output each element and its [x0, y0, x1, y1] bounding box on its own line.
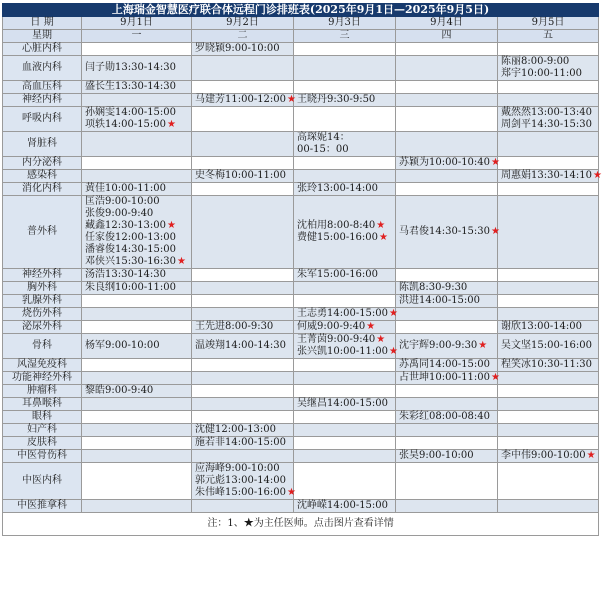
schedule-cell[interactable]: [294, 196, 396, 269]
schedule-cell: [82, 295, 192, 308]
schedule-cell: [294, 295, 396, 308]
schedule-cell: [192, 359, 294, 372]
schedule-cell[interactable]: [294, 321, 396, 334]
schedule-cell: [192, 157, 294, 170]
schedule-cell[interactable]: [294, 398, 396, 411]
date-cell: 9月2日: [192, 17, 294, 30]
schedule-cell: [294, 107, 396, 132]
schedule-cell: [82, 359, 192, 372]
doctor-entry[interactable]: 张俊9:00-9:40: [85, 208, 154, 219]
schedule-cell: [498, 81, 599, 94]
department-cell: 消化内科: [3, 183, 82, 196]
date-cell: 9月5日: [498, 17, 599, 30]
schedule-cell: [192, 269, 294, 282]
schedule-cell: [498, 295, 599, 308]
doctor-entry[interactable]: 朱良纲10:00-11:00: [85, 282, 177, 293]
weekday-cell: 三: [294, 30, 396, 43]
schedule-row: [3, 107, 599, 132]
doctor-entry[interactable]: 藏鑫12:30-13:00★: [85, 220, 176, 231]
doctor-entry[interactable]: 闫子勋13:30-14:30: [85, 62, 177, 73]
doctor-entry[interactable]: 陈丽8:00-9:00: [501, 56, 570, 67]
schedule-cell: [192, 385, 294, 398]
schedule-cell: [192, 183, 294, 196]
schedule-cell[interactable]: [192, 334, 294, 359]
schedule-cell[interactable]: [82, 196, 192, 269]
doctor-entry[interactable]: 盛长生13:30-14:30: [85, 81, 177, 92]
department-cell: 内分泌科: [3, 157, 82, 170]
schedule-cell: [82, 437, 192, 450]
schedule-cell: [192, 450, 294, 463]
schedule-cell: [396, 308, 498, 321]
schedule-cell: [192, 282, 294, 295]
doctor-entry[interactable]: 沈宇辉9:00-9:30★: [399, 340, 488, 351]
schedule-row: [3, 157, 599, 170]
schedule-cell[interactable]: [192, 424, 294, 437]
schedule-cell: [396, 107, 498, 132]
schedule-cell: [294, 437, 396, 450]
schedule-cell: [192, 372, 294, 385]
schedule-row: [3, 372, 599, 385]
schedule-cell[interactable]: [498, 107, 599, 132]
chief-physician-star-icon: ★: [491, 226, 500, 237]
schedule-cell[interactable]: [396, 157, 498, 170]
chief-physician-star-icon: ★: [366, 321, 376, 332]
schedule-cell: [82, 132, 192, 157]
doctor-entry[interactable]: 朱伟峰15:00-16:00★: [195, 487, 296, 498]
chief-physician-star-icon: ★: [593, 170, 602, 181]
schedule-row: [3, 94, 599, 107]
schedule-cell: [396, 424, 498, 437]
department-cell: 血液内科: [3, 56, 82, 81]
schedule-cell[interactable]: [192, 463, 294, 500]
schedule-cell[interactable]: [396, 372, 498, 385]
weekday-cell: 五: [498, 30, 599, 43]
date-cell: 9月4日: [396, 17, 498, 30]
schedule-cell: [396, 132, 498, 157]
doctor-entry[interactable]: 王菁茵9:00-9:40★: [297, 334, 386, 345]
doctor-entry[interactable]: 施若非14:00-15:00: [195, 437, 287, 448]
department-cell: 耳鼻喉科: [3, 398, 82, 411]
schedule-cell: [294, 81, 396, 94]
schedule-cell[interactable]: [294, 94, 396, 107]
doctor-entry[interactable]: 李中伟9:00-10:00★: [501, 450, 596, 461]
department-cell: 中医推拿科: [3, 500, 82, 513]
doctor-entry[interactable]: 费健15:00-16:00★: [297, 232, 388, 243]
schedule-cell: [396, 269, 498, 282]
schedule-cell[interactable]: [82, 334, 192, 359]
doctor-entry[interactable]: 郭元彪13:00-14:00: [195, 475, 287, 486]
schedule-cell[interactable]: [192, 437, 294, 450]
doctor-entry[interactable]: 史冬梅10:00-11:00: [195, 170, 287, 181]
schedule-cell[interactable]: [192, 94, 294, 107]
schedule-cell: [498, 424, 599, 437]
weekday-label: 星期: [3, 30, 82, 43]
schedule-row: [3, 385, 599, 398]
doctor-entry[interactable]: 罗晓颖9:00-10:00: [195, 43, 280, 54]
schedule-cell: [498, 282, 599, 295]
chief-physician-star-icon: ★: [491, 157, 500, 168]
schedule-cell[interactable]: [396, 450, 498, 463]
schedule-row: [3, 334, 599, 359]
doctor-entry[interactable]: 马君俊14:30-15:30★: [399, 226, 500, 237]
department-cell: 眼科: [3, 411, 82, 424]
schedule-cell: [82, 157, 192, 170]
schedule-cell: [396, 321, 498, 334]
schedule-row: [3, 450, 599, 463]
doctor-entry[interactable]: 苏颖为10:00-10:40★: [399, 157, 500, 168]
schedule-cell: [82, 463, 192, 500]
doctor-entry[interactable]: 沈柏用8:00-8:40★: [297, 220, 386, 231]
schedule-cell: [294, 424, 396, 437]
doctor-entry[interactable]: 程笑冰10:30-11:30: [501, 359, 593, 370]
chief-physician-star-icon: ★: [379, 232, 388, 243]
doctor-entry[interactable]: 苏禹同14:00-15:00: [399, 359, 491, 370]
department-cell: 乳腺外科: [3, 295, 82, 308]
doctor-entry[interactable]: 吴继昌14:00-15:00: [297, 398, 389, 409]
schedule-cell[interactable]: [396, 411, 498, 424]
schedule-cell: [498, 132, 599, 157]
schedule-cell: [192, 295, 294, 308]
department-cell: 感染科: [3, 170, 82, 183]
date-row: [3, 17, 599, 30]
doctor-entry[interactable]: 沈峥嵘14:00-15:00: [297, 500, 389, 511]
department-cell: 骨科: [3, 334, 82, 359]
department-cell: 中医骨伤科: [3, 450, 82, 463]
schedule-cell: [294, 170, 396, 183]
schedule-cell: [82, 94, 192, 107]
doctor-entry[interactable]: 周惠娟13:30-14:10★: [501, 170, 602, 181]
schedule-cell: [294, 463, 396, 500]
chief-physician-star-icon: ★: [376, 220, 386, 231]
doctor-entry[interactable]: 洪进14:00-15:00: [399, 295, 481, 306]
doctor-entry[interactable]: 高琛妮14：00-15：00: [297, 132, 350, 155]
weekday-cell: 一: [82, 30, 192, 43]
schedule-row: [3, 463, 599, 500]
doctor-entry[interactable]: 项轶14:00-15:00★: [85, 119, 176, 130]
schedule-cell: [82, 308, 192, 321]
schedule-row: [3, 81, 599, 94]
chief-physician-star-icon: ★: [177, 256, 186, 267]
doctor-entry[interactable]: 潘睿俊14:30-15:00: [85, 244, 177, 255]
weekday-cell: 四: [396, 30, 498, 43]
doctor-entry[interactable]: 周剑平14:30-15:30: [501, 119, 593, 130]
department-cell: 神经外科: [3, 269, 82, 282]
schedule-cell[interactable]: [192, 170, 294, 183]
schedule-cell[interactable]: [396, 282, 498, 295]
schedule-row: [3, 196, 599, 269]
date-label: 日 期: [3, 17, 82, 30]
schedule-cell: [396, 183, 498, 196]
department-cell: 烧伤外科: [3, 308, 82, 321]
doctor-entry[interactable]: 应海峰9:00-10:00: [195, 463, 280, 474]
schedule-cell[interactable]: [192, 321, 294, 334]
department-cell: 中医内科: [3, 463, 82, 500]
weekday-row: [3, 30, 599, 43]
doctor-entry[interactable]: 王晓丹9:30-9:50: [297, 94, 376, 105]
schedule-cell: [498, 385, 599, 398]
schedule-cell: [192, 196, 294, 269]
schedule-row: [3, 424, 599, 437]
schedule-cell[interactable]: [498, 450, 599, 463]
schedule-row: [3, 500, 599, 513]
schedule-cell: [192, 132, 294, 157]
schedule-cell[interactable]: [294, 183, 396, 196]
doctor-entry[interactable]: 王志勇14:00-15:00★: [297, 308, 398, 319]
schedule-cell: [294, 385, 396, 398]
schedule-cell: [82, 170, 192, 183]
schedule-cell[interactable]: [192, 43, 294, 56]
doctor-entry[interactable]: 王先进8:00-9:30: [195, 321, 274, 332]
doctor-entry[interactable]: 郑宇10:00-11:00: [501, 68, 583, 79]
schedule-cell: [294, 56, 396, 81]
schedule-cell: [294, 359, 396, 372]
schedule-cell: [498, 183, 599, 196]
department-cell: 肿瘤科: [3, 385, 82, 398]
schedule-row: [3, 282, 599, 295]
schedule-row: [3, 308, 599, 321]
chief-physician-star-icon: ★: [389, 346, 398, 357]
schedule-cell: [294, 450, 396, 463]
schedule-cell: [396, 500, 498, 513]
doctor-entry[interactable]: 孙娴雯14:00-15:00: [85, 107, 177, 118]
chief-physician-star-icon: ★: [586, 450, 596, 461]
schedule-cell[interactable]: [294, 308, 396, 321]
schedule-cell: [192, 308, 294, 321]
schedule-cell: [192, 500, 294, 513]
schedule-cell[interactable]: [396, 359, 498, 372]
department-cell: 胸外科: [3, 282, 82, 295]
chief-physician-star-icon: ★: [167, 220, 176, 231]
schedule-cell: [294, 43, 396, 56]
doctor-entry[interactable]: 任家俊12:00-13:00: [85, 232, 177, 243]
schedule-cell: [192, 56, 294, 81]
doctor-entry[interactable]: 占世坤10:00-11:00★: [399, 372, 500, 383]
schedule-cell[interactable]: [396, 334, 498, 359]
schedule-cell: [498, 43, 599, 56]
doctor-entry[interactable]: 杨军9:00-10:00: [85, 340, 160, 351]
schedule-cell: [82, 321, 192, 334]
schedule-cell: [396, 437, 498, 450]
schedule-cell: [396, 81, 498, 94]
schedule-cell: [498, 308, 599, 321]
schedule-cell[interactable]: [294, 500, 396, 513]
department-cell: 心脏内科: [3, 43, 82, 56]
schedule-row: [3, 437, 599, 450]
schedule-cell: [498, 398, 599, 411]
department-cell: 高血压科: [3, 81, 82, 94]
schedule-cell: [82, 43, 192, 56]
schedule-sheet[interactable]: [2, 3, 602, 593]
chief-physician-star-icon: ★: [491, 372, 500, 383]
schedule-cell[interactable]: [82, 56, 192, 81]
schedule-row: [3, 132, 599, 157]
schedule-cell: [294, 411, 396, 424]
doctor-entry[interactable]: 何威9:00-9:40★: [297, 321, 376, 332]
weekday-cell: 二: [192, 30, 294, 43]
doctor-entry[interactable]: 张玲13:00-14:00: [297, 183, 379, 194]
schedule-cell: [396, 170, 498, 183]
schedule-cell: [396, 94, 498, 107]
schedule-cell: [82, 500, 192, 513]
schedule-cell[interactable]: [498, 359, 599, 372]
schedule-cell[interactable]: [82, 107, 192, 132]
date-cell: 9月1日: [82, 17, 192, 30]
department-cell: 神经内科: [3, 94, 82, 107]
doctor-entry[interactable]: 马建芳11:00-12:00★: [195, 94, 296, 105]
schedule-row: [3, 398, 599, 411]
doctor-entry[interactable]: 戴然然13:00-13:40: [501, 107, 593, 118]
department-cell: 泌尿外科: [3, 321, 82, 334]
schedule-cell[interactable]: [498, 56, 599, 81]
schedule-cell: [82, 372, 192, 385]
chief-physician-star-icon: ★: [167, 119, 176, 130]
schedule-cell[interactable]: [82, 282, 192, 295]
doctor-entry[interactable]: 谢欣13:00-14:00: [501, 321, 583, 332]
doctor-entry[interactable]: 黄佳10:00-11:00: [85, 183, 167, 194]
schedule-cell: [396, 398, 498, 411]
schedule-cell: [498, 269, 599, 282]
doctor-entry[interactable]: 温竣翔14:00-14:30: [195, 340, 287, 351]
schedule-cell: [498, 372, 599, 385]
doctor-entry[interactable]: 黎皓9:00-9:40: [85, 385, 154, 396]
date-cell: 9月3日: [294, 17, 396, 30]
department-cell: 普外科: [3, 196, 82, 269]
department-cell: 风湿免疫科: [3, 359, 82, 372]
chief-physician-star-icon: ★: [376, 334, 386, 345]
doctor-entry[interactable]: 吴文坚15:00-16:00: [501, 340, 593, 351]
department-cell: 功能神经外科: [3, 372, 82, 385]
schedule-cell: [192, 411, 294, 424]
department-cell: 妇产科: [3, 424, 82, 437]
schedule-row: [3, 56, 599, 81]
schedule-cell[interactable]: [498, 334, 599, 359]
doctor-entry[interactable]: 沈健12:00-13:00: [195, 424, 277, 435]
chief-physician-star-icon: ★: [389, 308, 398, 319]
schedule-cell: [498, 411, 599, 424]
schedule-cell: [82, 450, 192, 463]
schedule-cell[interactable]: [396, 196, 498, 269]
schedule-row: [3, 359, 599, 372]
page-title: 上海瑞金智慧医疗联合体远程门诊排班表(2025年9月1日—2025年9月5日): [3, 4, 599, 17]
schedule-cell[interactable]: [294, 269, 396, 282]
schedule-cell: [294, 157, 396, 170]
department-cell: 呼吸内科: [3, 107, 82, 132]
doctor-entry[interactable]: 朱军15:00-16:00: [297, 269, 379, 280]
department-cell: 皮肤科: [3, 437, 82, 450]
schedule-row: [3, 269, 599, 282]
schedule-row: [3, 170, 599, 183]
schedule-cell[interactable]: [82, 81, 192, 94]
schedule-cell: [192, 81, 294, 94]
schedule-row: [3, 411, 599, 424]
schedule-cell[interactable]: [82, 183, 192, 196]
schedule-cell: [294, 372, 396, 385]
schedule-cell: [396, 463, 498, 500]
department-cell: 肾脏科: [3, 132, 82, 157]
schedule-cell: [498, 196, 599, 269]
schedule-row: [3, 321, 599, 334]
schedule-table: [2, 3, 602, 536]
schedule-cell: [498, 157, 599, 170]
doctor-entry[interactable]: 匡浩9:00-10:00: [85, 196, 160, 207]
schedule-cell: [396, 385, 498, 398]
schedule-row: [3, 183, 599, 196]
doctor-entry[interactable]: 张兴凯10:00-11:00★: [297, 346, 398, 357]
schedule-row: [3, 43, 599, 56]
schedule-cell: [82, 424, 192, 437]
schedule-cell[interactable]: [82, 269, 192, 282]
doctor-entry[interactable]: 汤浩13:30-14:30: [85, 269, 167, 280]
schedule-cell: [192, 107, 294, 132]
doctor-entry[interactable]: 朱彩红08:00-08:40: [399, 411, 491, 422]
schedule-cell: [396, 56, 498, 81]
schedule-cell[interactable]: [498, 170, 602, 183]
doctor-entry[interactable]: 张昊9:00-10:00: [399, 450, 474, 461]
schedule-row: [3, 295, 599, 308]
chief-physician-star-icon: ★: [478, 340, 488, 351]
schedule-cell: [498, 463, 599, 500]
schedule-cell[interactable]: [396, 295, 498, 308]
schedule-cell[interactable]: [294, 334, 396, 359]
schedule-cell[interactable]: [294, 132, 396, 157]
footnote: 注：1、★为主任医师。点击图片查看详情: [3, 513, 599, 536]
doctor-entry[interactable]: 陈凯8:30-9:30: [399, 282, 468, 293]
schedule-cell: [498, 500, 599, 513]
schedule-cell[interactable]: [498, 321, 599, 334]
schedule-cell: [82, 398, 192, 411]
schedule-cell: [498, 437, 599, 450]
schedule-cell: [82, 411, 192, 424]
schedule-cell[interactable]: [82, 385, 192, 398]
chief-physician-star-icon: ★: [287, 94, 296, 105]
schedule-cell: [498, 94, 599, 107]
schedule-cell: [396, 43, 498, 56]
schedule-cell: [294, 282, 396, 295]
schedule-cell: [192, 398, 294, 411]
doctor-entry[interactable]: 邓侠兴15:30-16:30★: [85, 256, 186, 267]
chief-physician-star-icon: ★: [287, 487, 296, 498]
